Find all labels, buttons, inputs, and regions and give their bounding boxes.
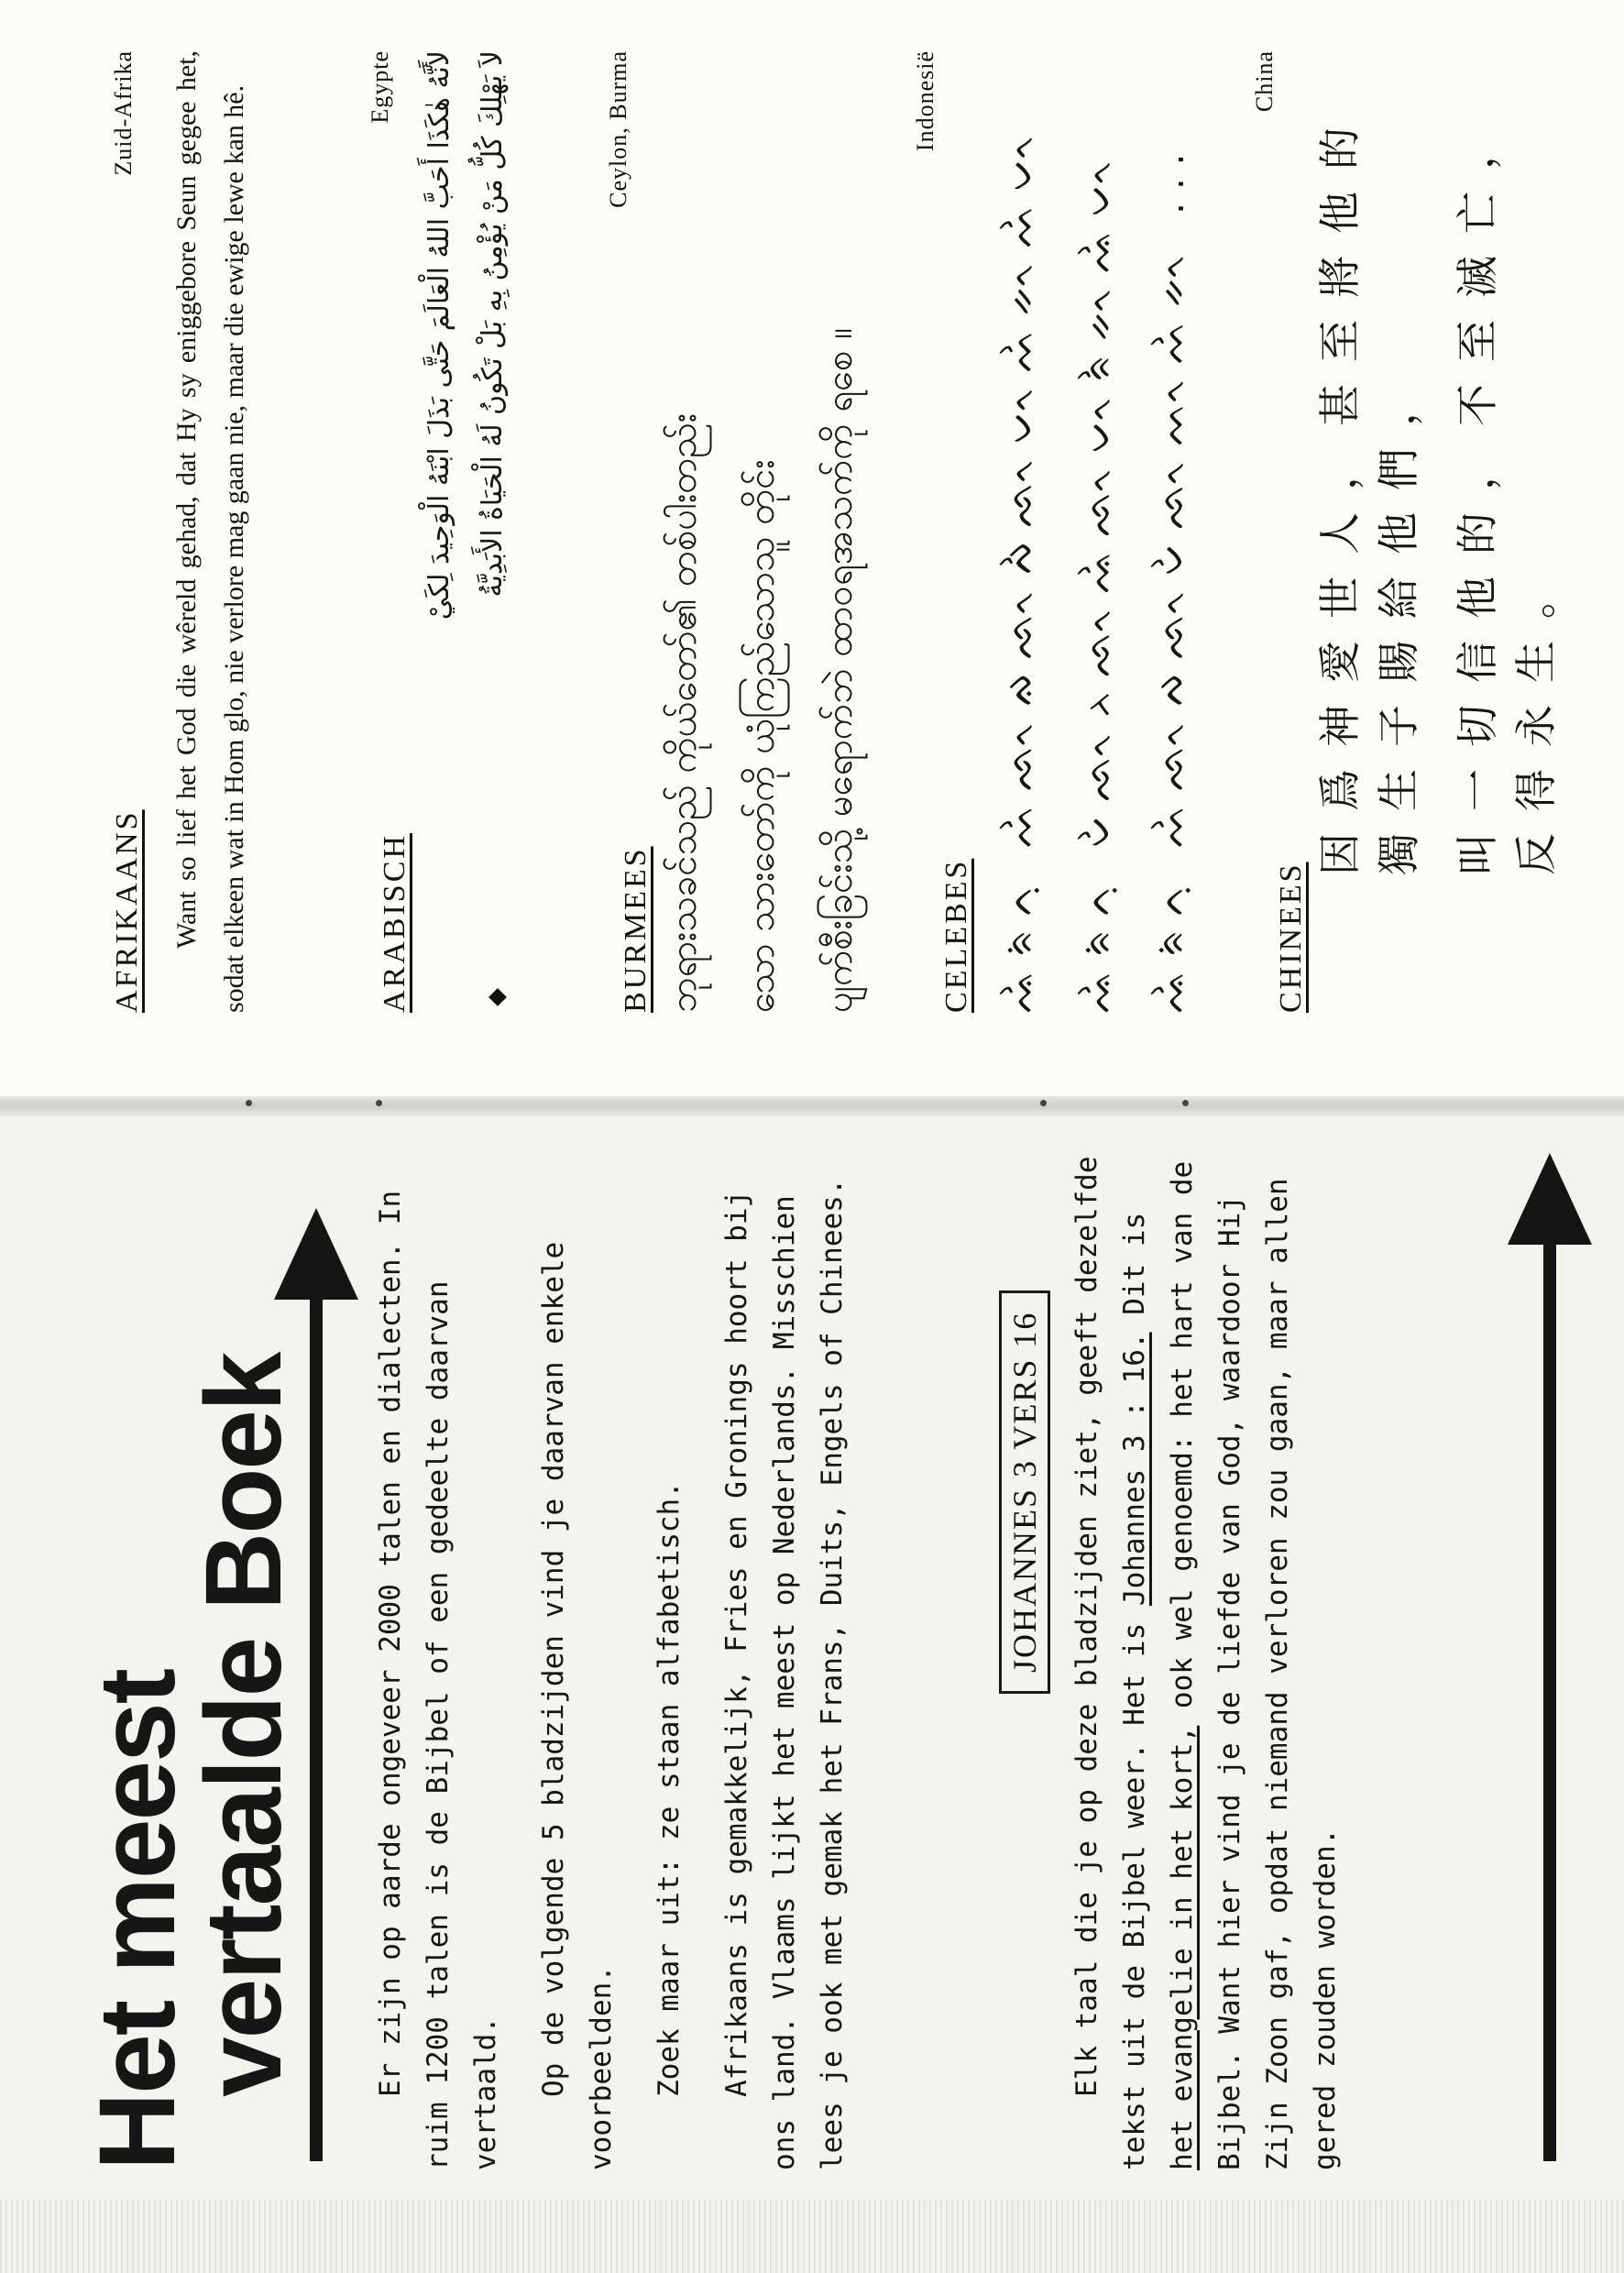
country-burmese: Ceylon, Burma bbox=[605, 50, 631, 208]
country-arabic: Egypte bbox=[367, 50, 393, 124]
languages-page bbox=[92, 50, 1624, 1013]
heading-afrikaans: AFRIKAANS bbox=[110, 809, 144, 1013]
text-afrikaans: Want so lief het God die wêreld gehad, dat Hy sy eniggebore Seun gegee het, sodat elkeen wat in Hom glo, nie verlore mag gaan nie, maar die ewige lewe kan hê. bbox=[171, 50, 249, 1013]
p5-part-a: Elk taal die je op deze bladzijden ziet, geeft dezelfde tekst uit de Bijbel weer. Het is bbox=[1070, 1156, 1151, 2170]
text-celebes-line-1: ᨕᨛᨑᨗᨈᨘ ᨓᨛᨒᨚᨁᨒᨚᨄᨛᨒᨚᨆᨚᨓᨛᨀᨚᨓᨛᨆᨚ bbox=[999, 119, 1041, 1013]
country-celebes: Indonesië bbox=[912, 50, 938, 152]
intro-page bbox=[77, 1126, 1595, 2170]
heading-arabic: ARABISCH bbox=[378, 833, 411, 1013]
text-burmese-line-1: ဘုရားသခင်သည် ကိုယ်တော်၏ တစ်ပါးတည်း bbox=[663, 412, 705, 1013]
p5-reference: Johannes 3 : 16. bbox=[1118, 1332, 1151, 1607]
text-arabic-line-1: لأَنَّهُ هٰكَذَا أَحَبَّ اللهُ الْعَالَمَ حَتَّى بَذَلَ ابْنَهُ الْوَحِيدَ لِكَيْ bbox=[423, 50, 455, 620]
intro-paragraph-2: Op de volgende 5 bladzijden vind je daarvan enkele voorbeelden. bbox=[537, 1241, 618, 2170]
p5-part-b: Dit is bbox=[1118, 1212, 1151, 1333]
text-burmese-line-2: သော သားတော်ကို ယုံကြည်သောသူ တိုင်း bbox=[741, 459, 783, 1013]
text-burmese-line-3: ပျက်စီးခြင်းသို့ မရောက်ဘဲ ထာဝရအသက်ကို ရစေ ။ bbox=[818, 327, 861, 1013]
intro-paragraph-5 bbox=[1063, 1153, 1349, 2170]
boxed-heading: JOHANNES 3 VERS 16 bbox=[999, 1290, 1050, 1694]
book-spine bbox=[0, 1096, 1624, 1116]
intro-paragraph-4: Afrikaans is gemakkelijk, Fries en Gronings hoort bij ons land. Vlaams lijkt het meest op Nederlands. Misschien lees je ook met gemak het Frans, Duits, Engels of Chinees. bbox=[720, 1178, 849, 2170]
text-celebes-line-3: ᨕᨛᨑᨗᨈᨘ ᨓᨛᨒᨚᨄᨒᨚᨆᨛᨒᨚᨓᨚᨓᨛᨀᨚ ... bbox=[1150, 140, 1192, 1013]
country-chinese: China bbox=[1251, 50, 1278, 113]
heading-burmese: BURMEES bbox=[619, 846, 653, 1013]
heading-celebes: CELEBES bbox=[939, 858, 973, 1013]
text-celebes-line-2: ᨕᨛᨑᨗᨈᨘ ᨆᨛᨒᨚᨂᨒᨚᨕᨛᨒᨚᨆᨚᨑᨛᨀᨚᨕᨛᨆᨚ bbox=[1077, 144, 1119, 1013]
arrow-top-shaft bbox=[310, 1290, 323, 2161]
arrow-bottom-shaft bbox=[1543, 1245, 1556, 2161]
p5-underlined-phrase: het evangelie in het kort, bbox=[1166, 1725, 1199, 2170]
country-afrikaans: Zuid-Afrika bbox=[110, 50, 137, 176]
arrow-top-icon bbox=[274, 1208, 358, 1300]
intro-text-block bbox=[367, 1153, 876, 2170]
binding-stitch bbox=[246, 1100, 252, 1106]
text-arabic-line-2: لاَ يَهْلِكَ كُلُّ مَنْ يُؤْمِنُ بِهِ بَلْ تَكُونُ لَهُ الْحَيَاةُ الأَبَدِيَّةُ bbox=[477, 50, 509, 598]
binding-stitch bbox=[1182, 1100, 1189, 1106]
intro-paragraph-1: Er zijn op aarde ongeveer 2000 talen en dialecten. In ruim 1200 talen is de Bijbel of een gedeelte daarvan vertaald. bbox=[374, 1190, 502, 2170]
title-line-2: vertaalde Boek bbox=[183, 1353, 304, 2097]
text-chinese-line-1: 因爲神愛世人，甚至將他的獨生子賜給他們， bbox=[1315, 105, 1423, 875]
diamond-bullet-icon bbox=[488, 988, 507, 1006]
binding-stitch bbox=[1040, 1100, 1047, 1106]
arrow-bottom-icon bbox=[1508, 1153, 1592, 1245]
binding-stitch bbox=[376, 1100, 382, 1106]
heading-chinese: CHINEES bbox=[1274, 862, 1308, 1013]
title-line-1: Het meest bbox=[77, 1669, 198, 2170]
intro-paragraph-3: Zoek maar uit: ze staan alfabetisch. bbox=[653, 1481, 686, 2097]
text-chinese-line-2: 叫一切信他的，不至滅亡，反得永生。 bbox=[1453, 105, 1561, 875]
page-edges bbox=[0, 2200, 1624, 2273]
p5-part-c: ook wel genoemd: het hart van de Bijbel. Want hier vind je de liefde van God, waardoor Hij Zijn Zoon gaf, opdat niemand verloren zou gaan, maar allen gered zouden worden. bbox=[1166, 1160, 1342, 2170]
